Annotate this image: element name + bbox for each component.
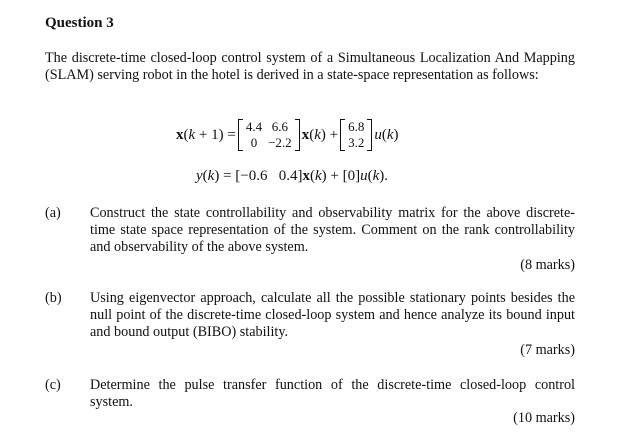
- part-label: (a): [45, 205, 61, 221]
- matrix-a-cell: −2.2: [268, 135, 292, 150]
- matrix-b-cell: 3.2: [348, 135, 365, 150]
- state-equation-u-term: u(k): [374, 126, 399, 143]
- state-equation-lhs: x(k + 1) =: [176, 126, 236, 143]
- part-text: Construct the state controllability and observability matrix for the above discrete-time state space representation of the system. Comment on the rank controllability and observability of the above system.: [90, 205, 575, 255]
- matrix-a-cell: 0: [250, 135, 258, 150]
- part-a: [45, 205, 575, 275]
- part-b: [45, 290, 575, 360]
- part-marks: (8 marks): [520, 257, 575, 273]
- matrix-b: [340, 119, 372, 151]
- matrix-b-cell: 6.8: [348, 119, 365, 134]
- question-intro: The discrete-time closed-loop control system of a Simultaneous Localization And Mapping (SLAM) serving robot in the hotel is derived in a state-space representation as follows:: [45, 50, 575, 83]
- part-label: (c): [45, 377, 61, 393]
- state-equation-x-term: x(k) +: [301, 126, 339, 143]
- output-equation: y(k) = [−0.6 0.4]x(k) + [0]u(k).: [196, 168, 389, 184]
- question-title: Question 3: [45, 15, 114, 31]
- state-equation: [176, 118, 399, 152]
- matrix-a-cell: 6.6: [271, 119, 289, 134]
- part-c: [45, 377, 575, 437]
- part-marks: (10 marks): [513, 410, 575, 426]
- matrix-a: [238, 119, 300, 151]
- matrix-a-cell: 4.4: [245, 119, 263, 134]
- part-text: Using eigenvector approach, calculate all the possible stationary points besides the null point of the discrete-time closed-loop system and hence analyze its bound input and bound output (BIBO) stability.: [90, 290, 575, 340]
- part-text: Determine the pulse transfer function of the discrete-time closed-loop control system.: [90, 377, 575, 410]
- part-marks: (7 marks): [520, 342, 575, 358]
- part-label: (b): [45, 290, 62, 306]
